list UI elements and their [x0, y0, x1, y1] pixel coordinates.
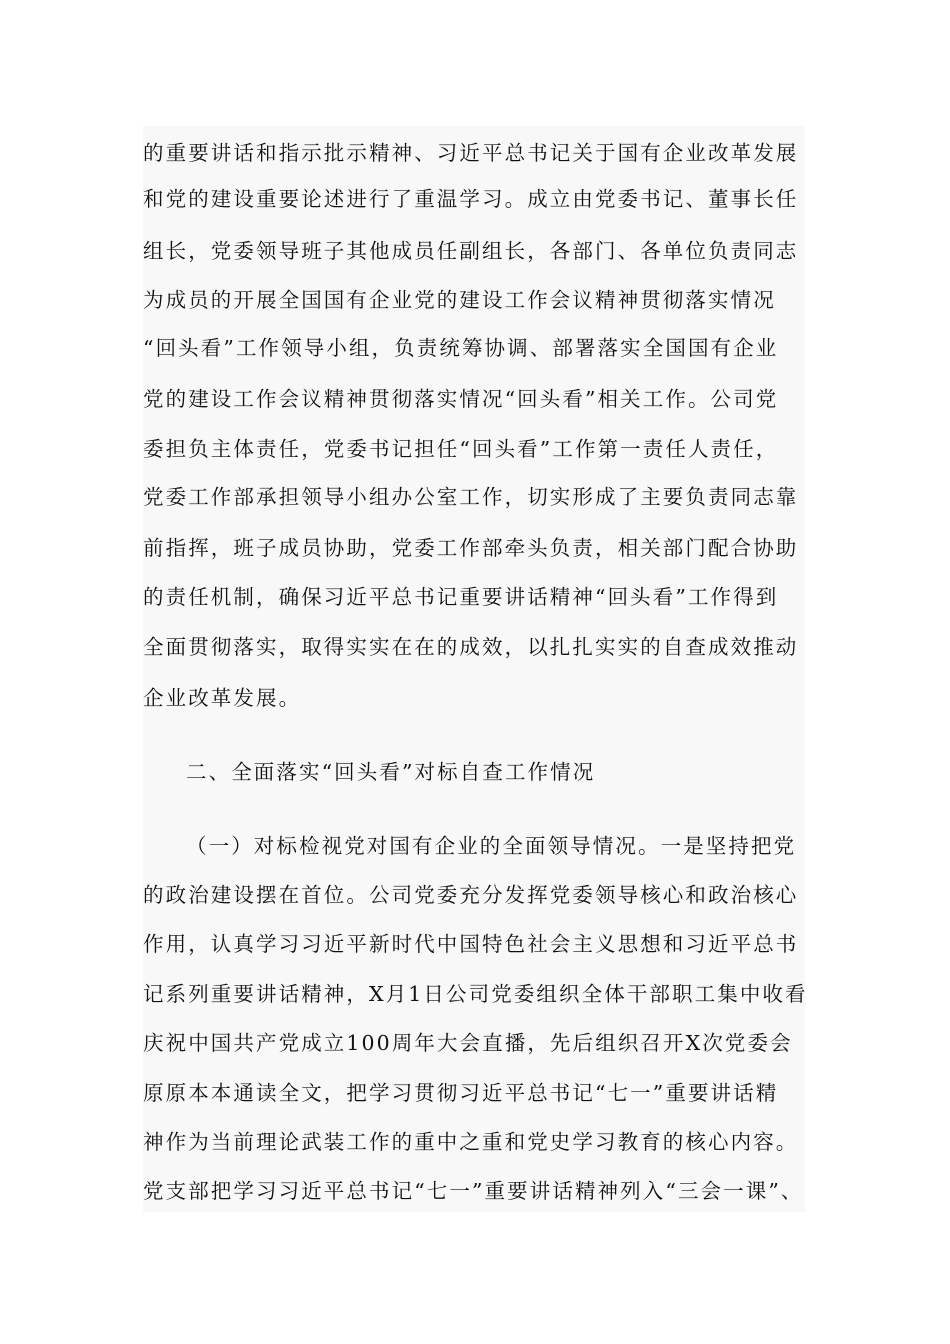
text-line: 的政治建设摆在首位。公司党委充分发挥党委领导核心和政治核心	[143, 883, 799, 907]
text-line: 作用，认真学习习近平新时代中国特色社会主义思想和习近平总书	[143, 932, 799, 956]
text-line: 为成员的开展全国国有企业党的建设工作会议精神贯彻落实情况	[143, 288, 776, 312]
text-line: 党委工作部承担领导小组办公室工作，切实形成了主要负责同志靠	[143, 485, 799, 509]
text-line: 前指挥，班子成员协助，党委工作部牵头负责，相关部门配合协助	[143, 536, 799, 560]
text-line: 的重要讲话和指示批示精神、习近平总书记关于国有企业改革发展	[143, 141, 799, 165]
text-line: 记系列重要讲话精神，X月1日公司党委组织全体干部职工集中收看	[143, 982, 808, 1006]
text-line: 全面贯彻落实，取得实实在在的成效，以扎扎实实的自查成效推动	[143, 635, 799, 659]
text-line: 原原本本通读全文，把学习贯彻习近平总书记“七一”重要讲话精	[143, 1081, 779, 1105]
section-heading: 二、全面落实“回头看”对标自查工作情况	[186, 760, 596, 784]
text-line: 庆祝中国共产党成立100周年大会直播，先后组织召开X次党委会	[143, 1031, 793, 1055]
text-line: 党支部把学习习近平总书记“七一”重要讲话精神列入“三会一课”、	[143, 1179, 804, 1203]
text-line: 神作为当前理论武装工作的重中之重和党史学习教育的核心内容。	[143, 1130, 799, 1154]
text-line: （一）对标检视党对国有企业的全面领导情况。一是坚持把党	[186, 834, 797, 858]
text-line: 企业改革发展。	[143, 686, 302, 710]
text-line: “回头看”工作领导小组，负责统筹协调、部署落实全国国有企业	[143, 336, 779, 360]
text-line: 和党的建设重要论述进行了重温学习。成立由党委书记、董事长任	[143, 187, 799, 211]
document-body	[143, 126, 808, 1212]
text-line: 的责任机制，确保习近平总书记重要讲话精神“回头看”工作得到	[143, 585, 779, 609]
text-line: 组长，党委领导班子其他成员任副组长，各部门、各单位负责同志	[143, 239, 799, 263]
text-line: 委担负主体责任，党委书记担任“回头看”工作第一责任人责任，	[143, 437, 779, 461]
text-line: 党的建设工作会议精神贯彻落实情况“回头看”相关工作。公司党	[143, 387, 779, 411]
